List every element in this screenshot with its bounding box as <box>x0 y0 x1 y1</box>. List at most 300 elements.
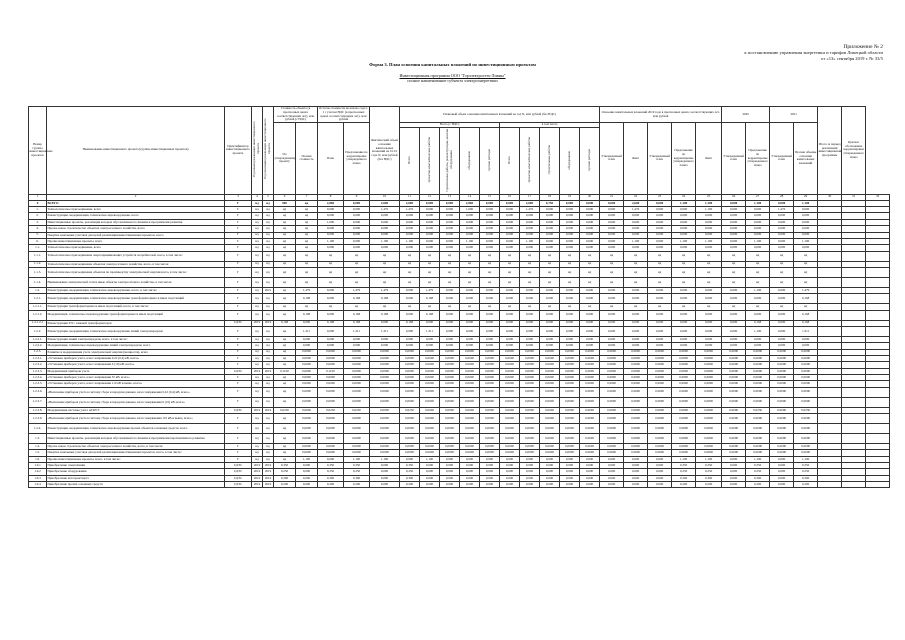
row-value: 0,0000 <box>770 424 794 434</box>
row-identifier: Г <box>225 434 252 444</box>
row-value: 0,000 <box>648 482 672 488</box>
row-value: нд <box>274 355 296 361</box>
row-value: 0,000 <box>600 294 624 304</box>
row-value: 0,0000 <box>296 434 318 444</box>
row-value: 0,0000 <box>648 444 672 450</box>
row-value: 0,000 <box>648 326 672 336</box>
row-value: 0,0000 <box>460 368 480 374</box>
row-value: 0,0000 <box>370 450 400 456</box>
row-value: нд <box>296 261 318 267</box>
row-name: Технологическое присоединение энергопринимающих устройств потребителей, всего, в том числе: <box>47 251 225 261</box>
row-value: 0,000 <box>460 287 480 293</box>
row-value: 0,0000 <box>770 397 794 407</box>
row-end-year: нд <box>263 245 274 251</box>
row-number: 1.2.1.2. <box>29 310 47 320</box>
row-value: 0,250 <box>344 469 370 475</box>
row-identifier: Г <box>225 213 252 219</box>
row-value: нд <box>344 261 370 267</box>
row-value: 0,000 <box>296 482 318 488</box>
row-number: 1.2.3.3. <box>29 368 47 374</box>
row-value: 0,000 <box>794 343 818 349</box>
row-value: 0,0000 <box>318 434 344 444</box>
row-value: 0,000 <box>480 320 500 326</box>
row-value: 0,300 <box>794 475 818 481</box>
row-value: нд <box>500 261 520 267</box>
row-identifier: Г <box>225 414 252 424</box>
row-end-year: 2019 <box>263 469 274 475</box>
row-value: 0,000 <box>624 469 648 475</box>
row-value: 0,000 <box>648 336 672 342</box>
row-start-year: нд <box>252 387 263 397</box>
row-value: 0,000 <box>370 343 400 349</box>
row-value: 0,0000 <box>560 407 580 413</box>
row-value: 0,000 <box>794 226 818 232</box>
header-plan-group: Плановый объем освоения капитальных вложений на год N, млн рублей (без НДС) <box>400 107 600 123</box>
row-value: 0,0000 <box>696 368 722 374</box>
row-value: 0,000 <box>648 219 672 225</box>
row-value: 0,000 <box>370 475 400 481</box>
row-value: 2,860 <box>318 200 344 206</box>
row-value: 0,0000 <box>420 355 440 361</box>
row-value: 0,000 <box>580 482 600 488</box>
row-value: нд <box>318 261 344 267</box>
row-value: 0,000 <box>600 343 624 349</box>
header-subcol <box>540 127 560 194</box>
row-value: нд <box>274 381 296 387</box>
row-value: 0,350 <box>746 463 770 469</box>
row-value: 0,0000 <box>540 368 560 374</box>
row-value: нд <box>344 304 370 310</box>
row-value: 0,000 <box>460 326 480 336</box>
row-value: нд <box>460 267 480 277</box>
row-identifier: I/ДЭС <box>225 482 252 488</box>
row-value: нд <box>274 232 296 238</box>
row-end-year: нд <box>263 450 274 456</box>
row-number: 1.2.3. <box>29 349 47 355</box>
header-project-name: Наименование инвестиционного проекта (группы инвестиционных проектов) <box>47 107 225 195</box>
row-value: 0,000 <box>420 475 440 481</box>
row-value: 0,0000 <box>460 381 480 387</box>
row-value: 0,0000 <box>722 387 746 397</box>
row-value: 0,000 <box>344 226 370 232</box>
row-value: 0,000 <box>318 213 344 219</box>
row-value: 0,0000 <box>696 349 722 355</box>
header-start-year <box>252 107 263 195</box>
row-value: нд <box>648 251 672 261</box>
row-value: 0,000 <box>540 475 560 481</box>
header-cost-group: Стоимость объекта (в прогнозных ценах соответствующих лет), млн рублей (с НДС) <box>274 107 318 123</box>
row-value: нд <box>648 261 672 267</box>
row-value: 0,000 <box>460 320 480 326</box>
row-start-year: нд <box>252 456 263 462</box>
row-value: нд <box>648 304 672 310</box>
row-value: нд <box>296 200 318 206</box>
row-value: нд <box>274 251 296 261</box>
row-identifier: Г <box>225 261 252 267</box>
row-value: 0,000 <box>560 310 580 320</box>
row-value: 0,000 <box>370 469 400 475</box>
row-value: 0,600 <box>460 219 480 225</box>
row-value: 0,000 <box>540 287 560 293</box>
row-start-year: нд <box>252 444 263 450</box>
row-value: 0,000 <box>318 294 344 304</box>
row-value: 0,000 <box>770 463 794 469</box>
row-end-year: 2019 <box>263 475 274 481</box>
row-value: 0,000 <box>770 200 794 206</box>
row-value: нд <box>560 277 580 287</box>
row-number: 1.6.3 <box>29 475 47 481</box>
row-value: 0,000 <box>296 475 318 481</box>
table-row <box>29 267 890 277</box>
table-body <box>29 200 890 488</box>
row-value: 0,0000 <box>400 381 420 387</box>
row-value: нд <box>440 277 460 287</box>
row-start-year: нд <box>252 397 263 407</box>
row-empty-cell <box>866 424 890 434</box>
row-value: 1,100 <box>520 238 540 244</box>
row-value: 0,168 <box>420 310 440 320</box>
row-value: 0,000 <box>794 213 818 219</box>
row-value: 0,000 <box>600 207 624 213</box>
row-value: 0,0000 <box>480 414 500 424</box>
row-value: 0,0000 <box>648 397 672 407</box>
row-end-year: 2019 <box>263 482 274 488</box>
row-value: 0,0000 <box>770 349 794 355</box>
row-end-year: нд <box>263 213 274 219</box>
row-value: 0,000 <box>400 294 420 304</box>
row-value: 0,000 <box>560 336 580 342</box>
row-value: 0,0000 <box>624 450 648 456</box>
row-empty-cell <box>818 397 842 407</box>
row-value: 0,0000 <box>580 368 600 374</box>
row-value: 0,0000 <box>696 362 722 368</box>
row-value: 0,000 <box>370 320 400 326</box>
row-value: 0,0000 <box>746 387 770 397</box>
row-value: 0,0000 <box>560 349 580 355</box>
row-value: 0,0000 <box>600 381 624 387</box>
row-value: 0,0000 <box>460 387 480 397</box>
header-subcol-text: строительные работы <box>546 145 551 175</box>
row-start-year: нд <box>252 251 263 261</box>
row-value: 0,0000 <box>794 374 818 380</box>
header-year-2019: Освоение капитальных вложений 2019 года в прогнозных ценах соответствующих лет, млн рублей <box>600 107 722 123</box>
row-value: 0,0000 <box>580 397 600 407</box>
row-value: нд <box>580 251 600 261</box>
appendix-line-3: от «13» сентября 2019 г. № 33/5 <box>821 56 883 61</box>
row-identifier: Г <box>225 304 252 310</box>
row-number: 1.1.2. <box>29 261 47 267</box>
row-value: нд <box>560 261 580 267</box>
row-value: нд <box>274 310 296 320</box>
row-value: 0,0000 <box>648 414 672 424</box>
row-value: 0,000 <box>580 475 600 481</box>
row-value: 0,000 <box>420 207 440 213</box>
row-value: 0,0000 <box>344 368 370 374</box>
row-identifier: I/ДЭС <box>225 368 252 374</box>
row-value: 0,0000 <box>696 434 722 444</box>
row-empty-cell <box>866 326 890 336</box>
row-value: 0,000 <box>318 287 344 293</box>
row-identifier: Г <box>225 374 252 380</box>
header-subcol-text: оборудование <box>566 150 571 170</box>
row-value: нд <box>420 251 440 261</box>
row-value: 0,000 <box>560 207 580 213</box>
row-value: 1,311 <box>370 326 400 336</box>
row-name: Приобретение спецтехники <box>47 463 225 469</box>
row-value: 0,0000 <box>540 387 560 397</box>
row-value: 0,000 <box>672 207 696 213</box>
row-value: 0,000 <box>296 336 318 342</box>
row-value: 0,0000 <box>520 368 540 374</box>
row-value: 0,000 <box>672 213 696 219</box>
row-value: 0,000 <box>480 310 500 320</box>
row-empty-cell <box>842 434 866 444</box>
row-value: 0,000 <box>440 475 460 481</box>
appendix-line-1: Приложение № 2 <box>843 44 883 50</box>
row-value: 0,000 <box>560 200 580 206</box>
row-value: 0,000 <box>746 343 770 349</box>
row-value: 0,168 <box>400 320 420 326</box>
row-value: 0,0000 <box>696 444 722 450</box>
header-total: Итого за период реализации инвестиционной программы <box>818 107 842 195</box>
header-plan-b: в том числе <box>500 123 600 128</box>
row-value: 0,000 <box>580 343 600 349</box>
header-subcol-text: прочие расходы <box>586 149 591 171</box>
header-subcol-text: проектно-изыскательские работы <box>426 137 431 183</box>
row-value: 0,0000 <box>624 397 648 407</box>
row-number: 1.2.3.2. <box>29 362 47 368</box>
table-row <box>29 482 890 488</box>
row-value: нд <box>370 277 400 287</box>
row-value: нд <box>440 251 460 261</box>
row-value: 0,0000 <box>600 407 624 413</box>
row-value: 0,000 <box>480 469 500 475</box>
row-value: 0,000 <box>520 213 540 219</box>
row-value: 0,000 <box>722 213 746 219</box>
row-value: 0,000 <box>440 200 460 206</box>
row-value: 0,000 <box>560 287 580 293</box>
row-value: 0,000 <box>318 226 344 232</box>
row-name: Реконструкция ТП с заменой трансформаторов <box>47 320 225 326</box>
row-value: 0,200 <box>794 482 818 488</box>
row-value: 0,0000 <box>696 374 722 380</box>
row-empty-cell <box>842 267 866 277</box>
row-value: 0,000 <box>580 463 600 469</box>
row-number: 1.6.4 <box>29 482 47 488</box>
row-value: 0,000 <box>770 482 794 488</box>
row-value: 0,000 <box>540 463 560 469</box>
row-value: 0,0000 <box>672 450 696 456</box>
row-value: нд <box>580 304 600 310</box>
row-value: 0,000 <box>420 232 440 238</box>
row-value: 0,0000 <box>600 444 624 450</box>
row-value: нд <box>722 251 746 261</box>
row-value: нд <box>460 261 480 267</box>
row-value: нд <box>746 304 770 310</box>
row-end-year: 2019 <box>263 463 274 469</box>
row-value: 0,0000 <box>344 450 370 456</box>
row-value: 0,0000 <box>770 450 794 456</box>
row-value: нд <box>696 251 722 261</box>
row-value: 0,000 <box>560 475 580 481</box>
row-value: нд <box>370 251 400 261</box>
row-value: 0,000 <box>460 463 480 469</box>
row-value: нд <box>672 251 696 261</box>
row-empty-cell <box>866 387 890 397</box>
row-name: Наименование электрической сети и иные объекты электросетевого хозяйства, в том числе: <box>47 277 225 287</box>
row-name: Реконструкция, модернизация, техническое перевооружение прочих объектов основных средств, всего <box>47 424 225 434</box>
row-empty-cell <box>842 251 866 261</box>
row-value: нд <box>344 277 370 287</box>
row-start-year: нд <box>252 238 263 244</box>
row-end-year: нд <box>263 219 274 225</box>
row-value: нд <box>274 444 296 450</box>
row-value: нд <box>794 277 818 287</box>
row-value: 0,0000 <box>480 362 500 368</box>
appendix-block <box>744 44 883 62</box>
row-value: 0,000 <box>722 320 746 326</box>
row-value: 0,0000 <box>722 434 746 444</box>
row-value: 0,000 <box>480 232 500 238</box>
row-value: нд <box>560 251 580 261</box>
row-value: 0,0000 <box>648 355 672 361</box>
row-value: 0,000 <box>500 343 520 349</box>
row-value: 0,0000 <box>520 355 540 361</box>
row-value: 1,100 <box>400 238 420 244</box>
row-value: 0,000 <box>722 219 746 225</box>
row-start-year: нд <box>252 381 263 387</box>
column-number: 29 <box>794 194 818 200</box>
row-value: 0,0000 <box>648 424 672 434</box>
row-value: 0,000 <box>746 213 770 219</box>
row-value: 0,000 <box>500 475 520 481</box>
row-start-year: 2019 <box>252 482 263 488</box>
row-value: 0,0000 <box>722 450 746 456</box>
row-value: 0,000 <box>648 294 672 304</box>
row-value: нд <box>370 267 400 277</box>
row-value: 0,250 <box>746 469 770 475</box>
row-name: «Установка приборов учета, класс напряжения 110 кВ и выше, всего» <box>47 381 225 387</box>
column-number: 13 <box>440 194 460 200</box>
header-end-year-text: Год окончания реализации инвестиционного проекта <box>263 119 271 180</box>
row-value: 0,0000 <box>318 450 344 456</box>
row-value: 0,000 <box>770 469 794 475</box>
row-value: 0,000 <box>500 469 520 475</box>
row-value: 0,0000 <box>460 349 480 355</box>
row-value: 0,0000 <box>344 444 370 450</box>
row-value: 0,000 <box>480 475 500 481</box>
row-value: нд <box>480 277 500 287</box>
header-subcol-text: оборудование <box>466 150 471 170</box>
row-value: 0,0000 <box>420 362 440 368</box>
row-value: 0,0000 <box>500 362 520 368</box>
row-value: 0,0000 <box>420 450 440 456</box>
row-value: 0,000 <box>580 320 600 326</box>
row-value: 0,000 <box>440 207 460 213</box>
row-value: 0,0000 <box>520 374 540 380</box>
row-value: 1,100 <box>746 200 770 206</box>
row-value: нд <box>770 267 794 277</box>
row-start-year: 2019 <box>252 407 263 413</box>
row-value: 0,0000 <box>746 397 770 407</box>
header-end-year <box>263 107 274 195</box>
row-value: 0,0000 <box>600 450 624 456</box>
row-value: 0,0250 <box>318 407 344 413</box>
row-start-year: нд <box>252 219 263 225</box>
row-value: 0,000 <box>746 219 770 225</box>
row-value: 0,0000 <box>344 362 370 368</box>
row-number: 3. <box>29 219 47 225</box>
row-start-year: нд <box>252 287 263 293</box>
row-value: 0,000 <box>344 336 370 342</box>
row-value: нд <box>624 251 648 261</box>
column-number: 12 <box>420 194 440 200</box>
row-value: 0,000 <box>370 336 400 342</box>
row-value: 0,0000 <box>400 374 420 380</box>
row-value: 0,0000 <box>400 355 420 361</box>
row-value: 0,0000 <box>696 414 722 424</box>
row-value: 0,0000 <box>770 407 794 413</box>
row-number: 5. <box>29 232 47 238</box>
row-value: 0,000 <box>500 326 520 336</box>
row-start-year: нд <box>252 200 263 206</box>
row-value: 0,000 <box>520 245 540 251</box>
row-name: Реконструкция, модернизация, техническое перевооружение, всего <box>47 213 225 219</box>
row-value: нд <box>696 277 722 287</box>
row-start-year: нд <box>252 434 263 444</box>
column-number: 21 <box>600 194 624 200</box>
row-value: 0,000 <box>722 200 746 206</box>
row-value: 0,0000 <box>296 424 318 434</box>
row-value: 0,200 <box>696 482 722 488</box>
row-end-year: 2019 <box>263 368 274 374</box>
row-value: нд <box>600 261 624 267</box>
header-identifier: Идентификатор инвестиционного проекта <box>225 107 252 195</box>
row-value: 0,000 <box>318 232 344 238</box>
row-value: 0,000 <box>500 482 520 488</box>
row-value: 0,0000 <box>696 397 722 407</box>
row-identifier: Г <box>225 294 252 304</box>
row-value: 0,000 <box>500 320 520 326</box>
header-subcol-text: прочие расходы <box>486 149 491 171</box>
row-name: Покупка земельных участков для целей реализации инвестиционных проектов, всего, в том числе: <box>47 450 225 456</box>
row-value: 0,000 <box>624 320 648 326</box>
row-value: нд <box>672 267 696 277</box>
row-empty-cell <box>842 482 866 488</box>
row-value: 0,000 <box>318 207 344 213</box>
header-start-year-text: Год начала реализации инвестиционного проекта <box>252 121 260 178</box>
column-number: 5 <box>263 194 274 200</box>
row-value: нд <box>420 304 440 310</box>
row-value: 0,0000 <box>318 355 344 361</box>
row-value: 0,000 <box>648 463 672 469</box>
row-number: 1. <box>29 207 47 213</box>
row-value: 0,000 <box>520 326 540 336</box>
row-value: 0,0000 <box>624 414 648 424</box>
row-value: 0,0000 <box>672 424 696 434</box>
row-value: 1,100 <box>672 456 696 462</box>
row-value: 0,000 <box>480 463 500 469</box>
row-value: 0,0000 <box>624 368 648 374</box>
row-name: Прочие инвестиционные проекты, всего <box>47 238 225 244</box>
row-value: нд <box>420 261 440 267</box>
row-value: 0,000 <box>344 207 370 213</box>
row-value: 0,000 <box>672 343 696 349</box>
row-value: нд <box>370 304 400 310</box>
row-value: 0,0000 <box>770 355 794 361</box>
investment-table <box>28 106 890 488</box>
row-value: 0,0000 <box>420 387 440 397</box>
